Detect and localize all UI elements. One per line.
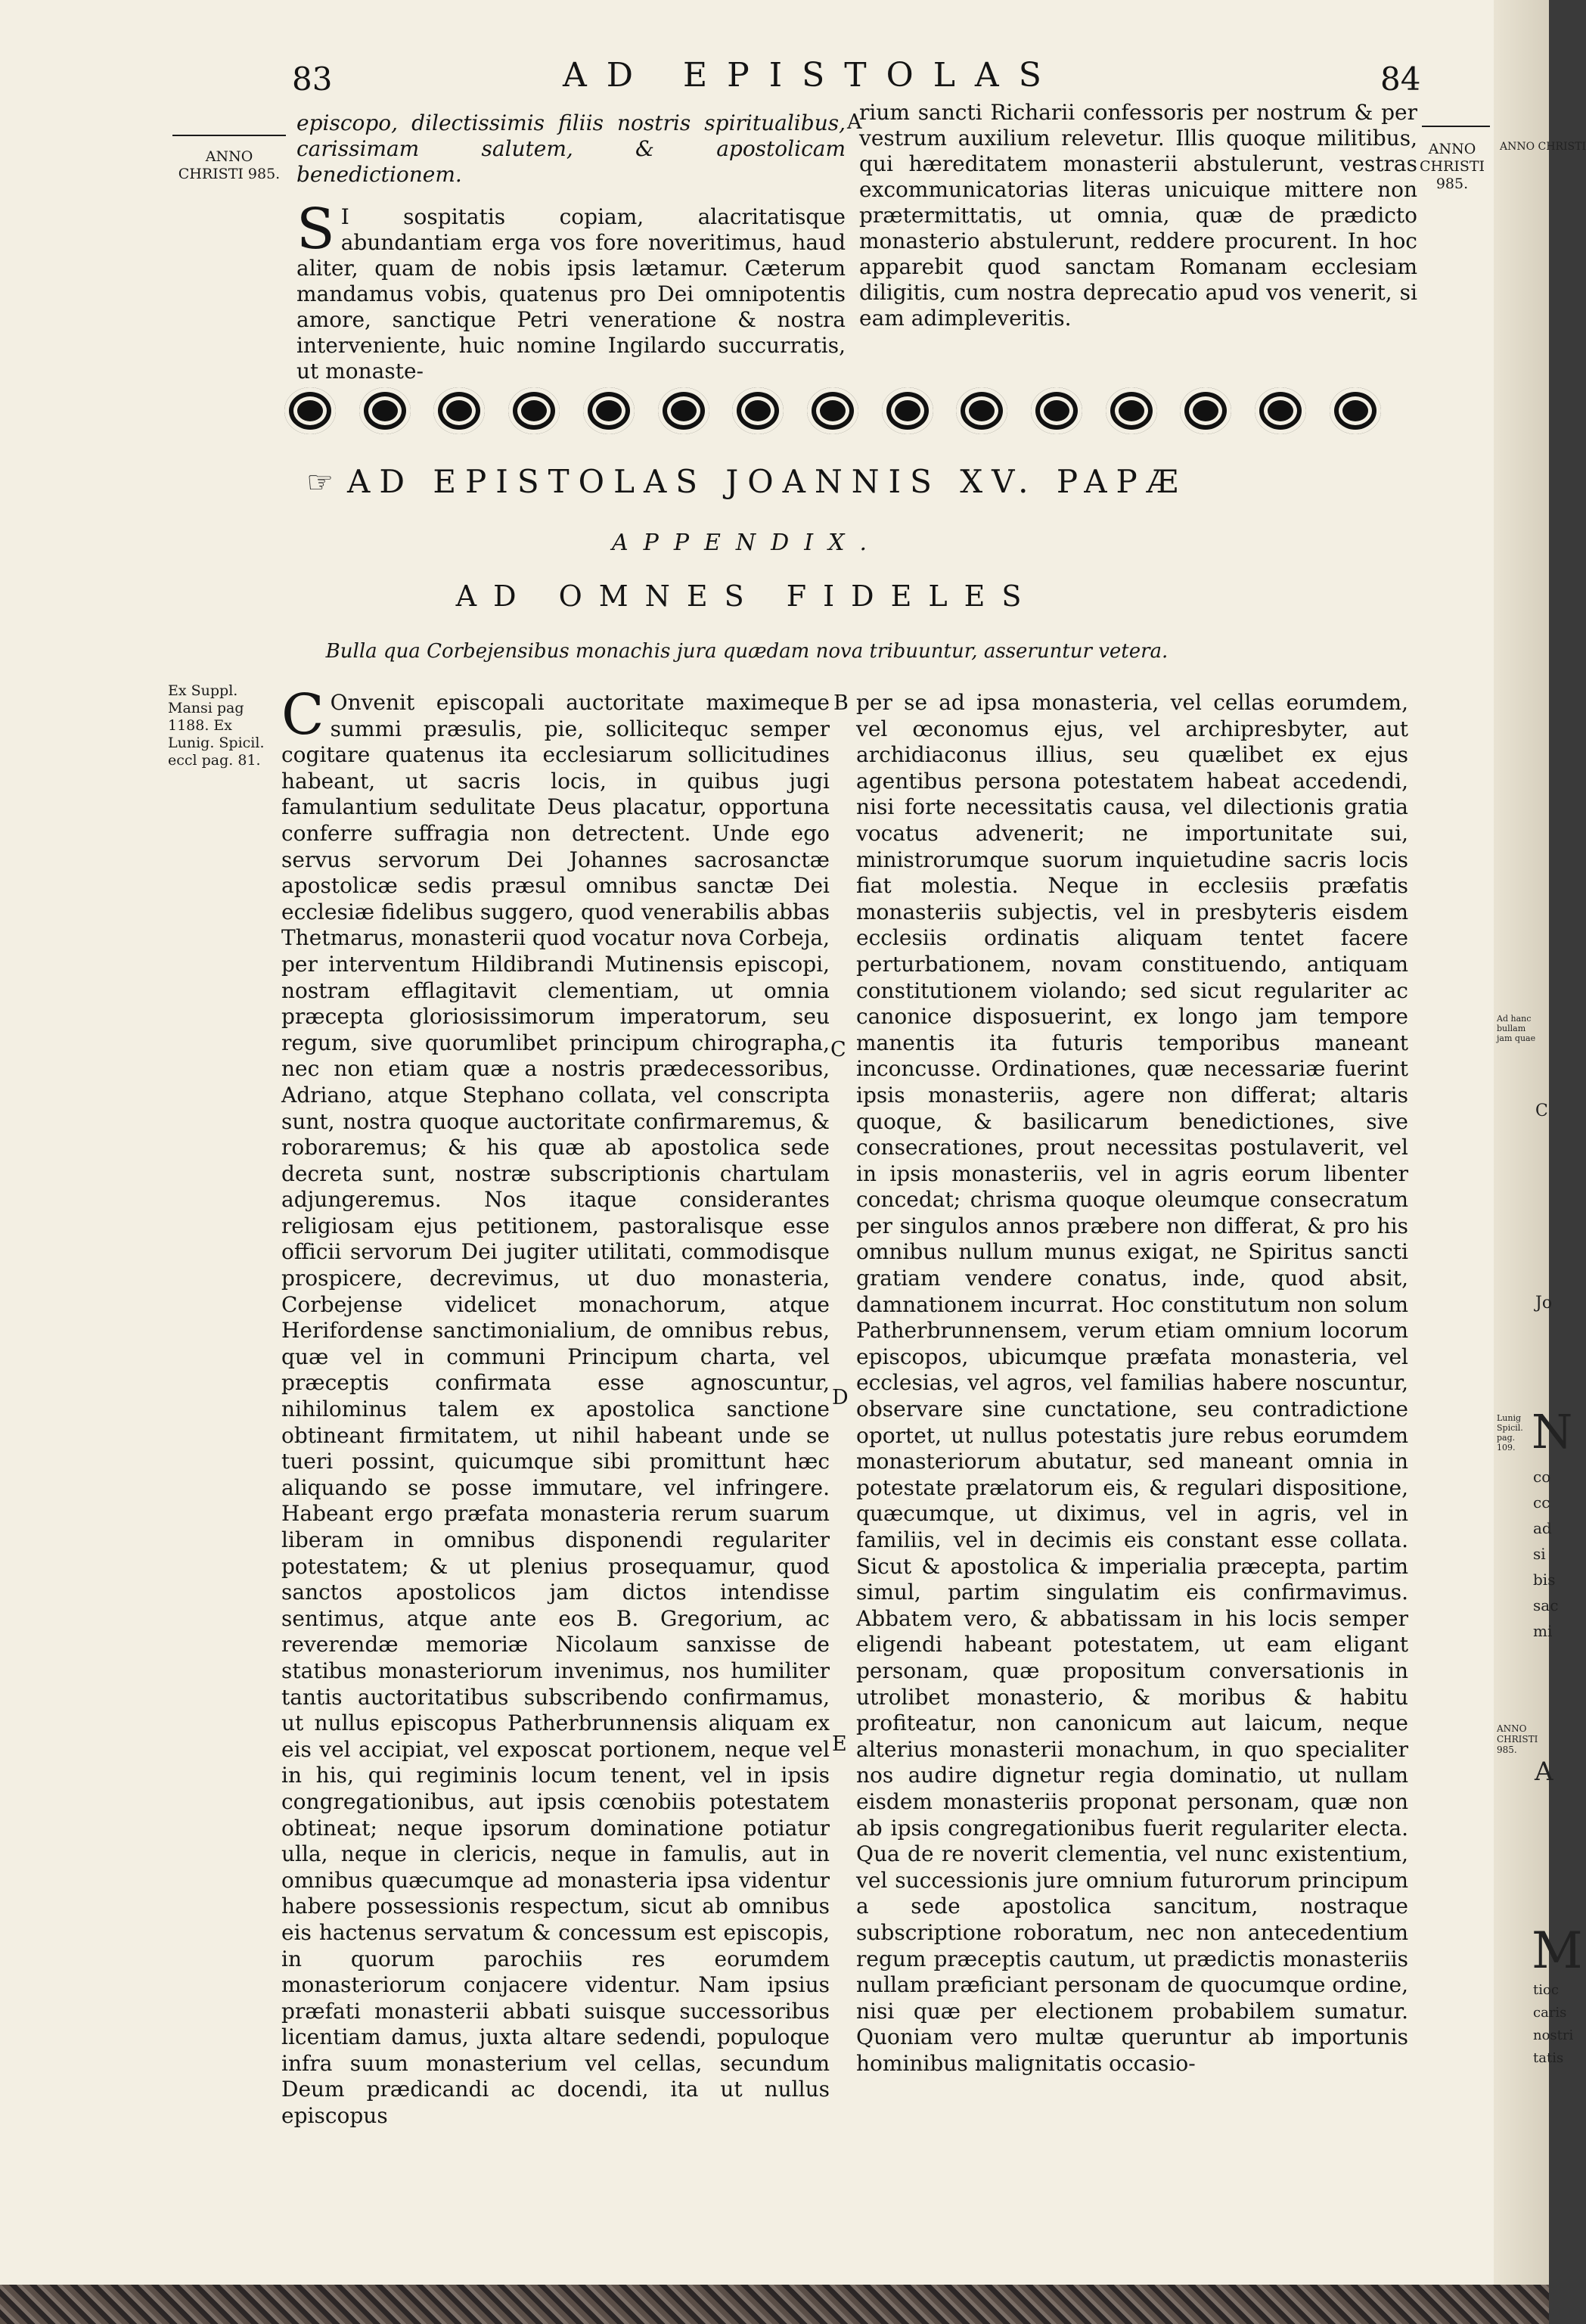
facing-page-edge [1494,0,1586,2285]
margin-rule-left [172,135,286,136]
salutation: episcopo, dilectissimis filiis nostris spiritualibus, carissimam salutem, & apostolicam benedictionem. [296,110,846,187]
edge-fragment: cc [1533,1493,1550,1512]
ornament-rosette-icon [1180,387,1231,434]
section-heading [0,463,1494,500]
ornament-rosette-icon [956,387,1007,434]
ornament-rosette-icon [508,387,560,434]
edge-note-b: Lunig Spicil. pag. 109. [1497,1413,1523,1452]
ornament-rosette-icon [1330,387,1381,434]
edge-note-a: Ad hanc bullam jam quae [1497,1014,1536,1043]
ornament-rosette-icon [583,387,635,434]
top-right-column [859,100,1417,331]
margin-year-top-left: ANNO CHRISTI 985. [178,148,281,182]
ornament-rosette-icon [359,387,411,434]
edge-fragment: Jo [1535,1294,1553,1313]
edge-fragment: ad [1533,1519,1552,1537]
edge-fragment: co [1533,1468,1551,1486]
address-heading: AD OMNES FIDELES [455,579,1038,613]
page-number-left: 83 [292,61,333,98]
edge-fragment: tatis [1533,2050,1564,2066]
main-left-text: Onvenit episcopali auctoritate maximeque summi præsulis, pie, sollicitequc semper cogitare quatenus ita ecclesiarum sollicitudines habeant, ut sacris locis, in quibus jugi famulantium sedulitate Deus placatur, opportuna conferre suffragia non detrectent. Unde ego servus servorum Dei Johannes sacrosanctæ apostolicæ sedis præsul omnibus sanctæ Dei ecclesiæ fidelibus suggero, quod venerabilis abbas Thetmarus, monasterii quod vocatur nova Corbeja, per interventum Hildibrandi Mutinensis episcopi, nostram efflagitavit clementiam, ut omnia præcepta gloriosissimorum imperatorum, seu regum, sive quorumlibet principum chirographa, nec non etiam quæ a nostris prædecessoribus, Adriano, atque Stephano collata, vel conscripta sunt, nostra quoque auctoritate confirmaremus, & roboraremus; & his quæ ab apostolica sede decreta sunt, nostræ subscriptionis chartulam adjungeremus. Nos itaque considerantes religiosam ejus petitionem, pastoralisque esse officii servorum Dei jugiter utilitati, commodisque prospicere, decrevimus, ut duo monasteria, Corbejense videlicet monachorum, atque Herifordense sanctimonialium, de omnibus rebus, quæ vel in communi Principum charta, vel præceptis confirmata esse agnoscuntur, nihilominus talem ex apostolica sanctione obtineant firmitatem, ut nihil habeant unde se tueri possint, quicumque sibi promittunt hæc aliquando se posse immutare, vel infringere. Habeant ergo præfata monasteria rerum suarum liberam in omnibus disponendi regulariter potestatem; & ut plenius prosequamur, quod sanctos apostolicos jam dictos intendisse sentimus, atque ante eos B. Gregorium, ac reverendæ memoriæ Nicolaum sanxisse de statibus monasteriorum invenimus, nos humiliter tantis auctoritatibus subscribendo confirmamus, ut nullus episcopus Patherbrunnensis aliquam ex eis vel accipiat, vel exposcat portionem, neque vel in his, qui regiminis locum tenent, vel in ipsis congregationibus, aut ipsis cœnobiis potestatem obtineat; neque ipsorum dominatione potiatur ulla, neque in clericis, neque in famulis, aut in omnibus quæcumque ad monasteria ipsa videntur habere possessionis respectum, sicut ab omnibus eis hactenus servatum & concessum est episcopis, in quorum parochiis res eorumdem monasteriorum conjacere videntur. Nam ipsius præfati monasterii abbati suisque successoribus licentiam damus, juxta altare sedendi, populoque infra suum monasterium vel cellas, secundum Deum prædicandi ac docendi, ita ut nullus episcopus [281,690,830,2129]
column-letter-e: E [832,1732,847,1756]
ornament-rosette-icon [1255,387,1306,434]
column-letter-c: C [830,1038,846,1061]
ornament-rosette-icon [732,387,784,434]
running-title: AD EPISTOLAS [563,56,1061,95]
edge-anno-bottom: ANNO CHRISTI 985. [1497,1723,1538,1755]
edge-fragment: tioc [1533,1982,1559,1998]
appendix-heading: APPENDIX. [612,530,882,556]
main-right-column [856,690,1408,2077]
edge-fragment: mi [1533,1622,1553,1640]
edge-fragment: nostri [1533,2027,1574,2043]
margin-rule-right [1422,126,1490,127]
drop-cap-s: S [296,197,335,262]
margin-source-note: Ex Suppl. Mansi pag 1188. Ex Lunig. Spicil. eccl pag. 81. [168,682,265,769]
edge-anno-top: ANNO CHRISTI [1500,141,1586,153]
main-left-column [281,682,830,2130]
drop-cap-c: C [281,682,324,747]
edge-fragment: si [1533,1545,1546,1563]
ornament-rosette-icon [1106,387,1157,434]
edge-fragment: A [1535,1757,1553,1787]
top-left-column [296,110,846,384]
pointing-hand-icon: ☞ [306,465,334,500]
ornament-rosette-icon [433,387,485,434]
carpet-background [0,2285,1549,2324]
margin-year-top-right: ANNO CHRISTI 985. [1419,141,1485,192]
ornament-rosette-icon [882,387,933,434]
main-right-text: per se ad ipsa monasteria, vel cellas eorumdem, vel œconomus ejus, vel archipresbyter, aut archidiaconus illius, seu quælibet ex ejus agentibus persona potestatem habeat accedendi, nisi forte necessitatis causa, vel dilectionis gratia vocatus advenerit; ne importunitate sui, ministrorumque suorum inquietudine sacris locis fiat molestia. Neque in ecclesiis præfatis monasteriis subjectis, vel in presbyteris eisdem ecclesiis ordinatis aliquam tentet facere perturbationem, novam constituendo, antiquam constitutionem violando; sed sicut regulariter ac canonice disposuerint, ex longo jam tempore manentis ita futuris temporibus maneant inconcusse. Ordinationes, quæ necessariæ fuerint ipsis monasteriis, agere non differat; altaris quoque, & basilicarum benedictiones, sive consecrationes, prout necessitas postulaverit, vel in ipsis monasteriis, vel in agris eorum libenter concedat; chrisma quoque oleumque consecratum per singulos annos præbere non differat, & pro his omnibus nullum munus exigat, ne Spiritus sancti gratiam vendere conatus, inde, quod absit, damnationem incurrat. Hoc constitutum non solum Patherbrunnensem, verum etiam omnium locorum episcopos, ubicumque præfata monasteria, vel ecclesias, vel agros, vel familias habere noscuntur, observare sine cunctatione, seu contradictione oportet, ut nullus potestatis jure rebus eorumdem monasteriorum abutatur, sed maneant omnia in potestate prælatorum eis, & regulari dispositione, quæcumque, ut diximus, vel in agris, vel in familiis, vel in decimis eis constant esse collata. Sicut & apostolica & imperialia præcepta, partim simul, partim singulatim eis confirmavimus. Abbatem vero, & abbatissam in his locis semper eligendi habeant potestatem, ut eam eligant personam, quæ propositum conversationis in utrolibet monasterio, & moribus & habitu profiteatur, non canonicum aut laicum, neque alterius monasterii monachum, in quo specialiter nos audire dignetur regia dominatio, ut nullam eisdem monasteriis proponat personam, quæ non ab ipsis congregationibus fuerit regulariter electa. Qua de re noverit clementia, vel nunc existentium, vel successionis jure omnium futurorum principum a sede apostolica sancitum, nostraque subscriptione roboratum, nec non antecedentium regum præceptis cautum, ut prædictis monasteriis nullam præficiant personam de quocumque ordine, nisi quæ per electionem probabilem sumatur. Quoniam vero multæ queruntur ab importunis hominibus malignitatis occasio- [856,690,1408,2076]
ornament-rosette-icon [658,387,709,434]
top-left-text: I sospitatis copiam, alacritatisque abundantiam erga vos fore noveritimus, haud aliter, quam de nobis ipsis lætamur. Cæterum mandamus vobis, quatenus pro Dei omnipotentis amore, sanctique Petri veneratione & nostra interveniente, huic nomine Ingilardo succurratis, ut monaste- [296,204,846,384]
edge-fragment: C [1535,1101,1548,1120]
top-right-text: rium sancti Richarii confessoris per nostrum & per vestrum auxilium relevetur. Illis quoque militibus, qui hæreditatem monasterii abstulerunt, vestras excommunicatorias literas unicuique mittere non prætermittatis, ut omnia, quæ de prædicto monasterio abstulerunt, reddere procurent. In hoc apparebit quod sanctam Romanam ecclesiam diligitis, cum nostra deprecatio apud vos venerit, si eam adimpleveritis. [859,100,1417,331]
edge-fragment: bis [1533,1571,1556,1589]
running-head [0,56,1494,101]
column-letter-b: B [833,691,849,715]
edge-fragment: caris [1533,2005,1567,2021]
edge-fragment: M [1532,1922,1583,1980]
ornament-rosette-icon [284,387,336,434]
column-letter-a: A [847,110,862,134]
ornament-band [284,381,1381,440]
edge-fragment: sac [1533,1596,1559,1614]
section-heading-text: AD EPISTOLAS JOANNIS XV. PAPÆ [346,463,1187,500]
ornament-rosette-icon [807,387,858,434]
page-number-right: 84 [1380,61,1421,98]
column-letter-d: D [832,1386,849,1409]
edge-fragment: N [1532,1404,1573,1459]
bull-subtitle: Bulla qua Corbejensibus monachis jura quædam nova tribuuntur, asseruntur vetera. [325,640,1169,663]
ornament-rosette-icon [1031,387,1082,434]
